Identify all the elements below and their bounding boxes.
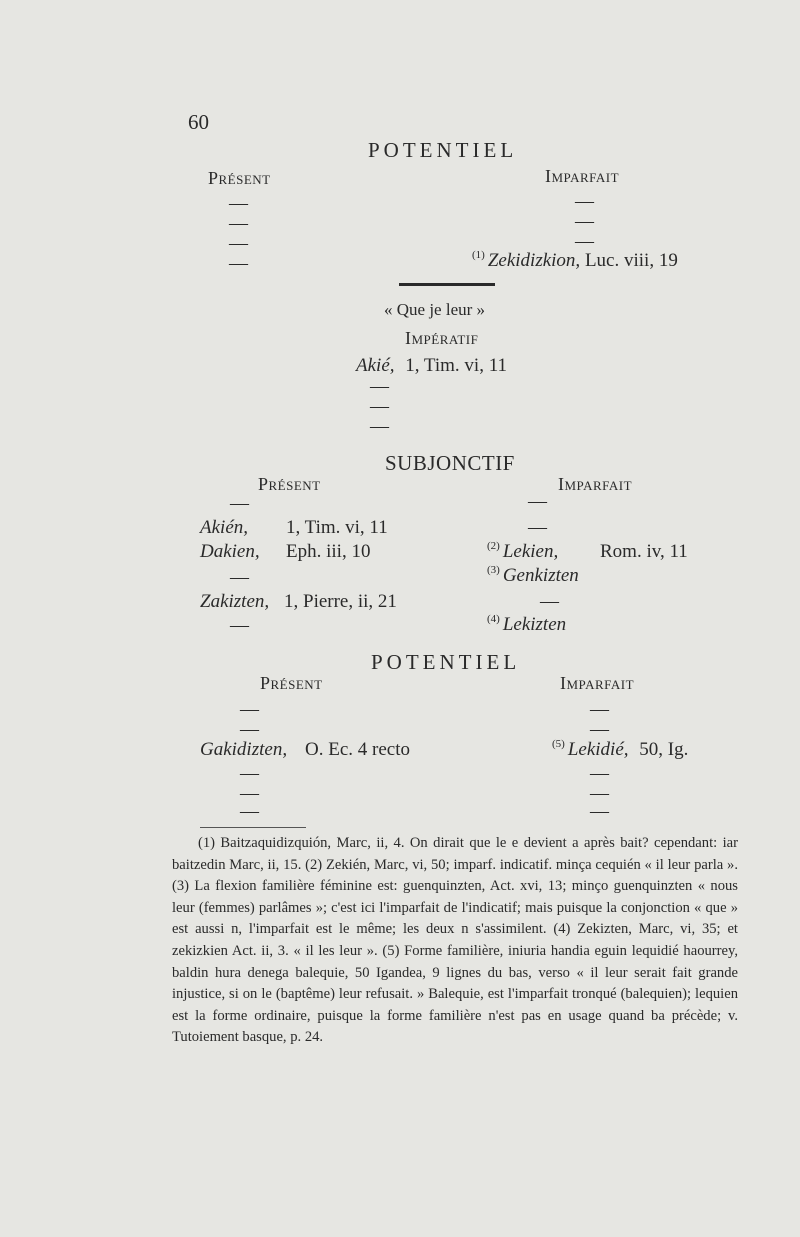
dash: —: [370, 376, 389, 397]
dash: —: [240, 699, 259, 720]
dash: —: [590, 699, 609, 720]
footnote-mark: (2): [487, 540, 500, 552]
imparfait-entry: [487, 614, 566, 636]
verb-form: Gakidizten,: [200, 739, 288, 760]
dash: —: [370, 396, 389, 417]
dash: —: [229, 253, 248, 274]
imperatif-entry: [356, 355, 507, 377]
verb-form: Akién,: [200, 517, 249, 538]
dash: —: [575, 231, 594, 252]
present-label: Présent: [260, 673, 323, 693]
verb-form: Akié,: [356, 355, 395, 376]
present-label: Présent: [208, 168, 271, 188]
verb-form: Dakien,: [200, 541, 260, 562]
footnote-mark: (1): [472, 249, 485, 261]
footnote-mark: (4): [487, 613, 500, 625]
verb-form: Zakizten,: [200, 591, 270, 612]
reference: 50, Ig.: [639, 739, 689, 760]
present-label: Présent: [258, 474, 321, 494]
dash: —: [229, 233, 248, 254]
dash: —: [240, 763, 259, 784]
dash: —: [229, 213, 248, 234]
imparfait-label: Imparfait: [545, 166, 620, 186]
dash: —: [590, 783, 609, 804]
dash: —: [370, 416, 389, 437]
footnote-text: (1) Baitzaquidizquión, Marc, ii, 4. On dirait que le e devient a après bait? cependant: iar baitzedin Marc, ii, 15. (2) Zekién, Marc, vi, 50; imparf. indicatif. minça cequién « il leur parla ». (3) La flexion familière féminine est: guenquinzten, Act. xvi, 13; minço guenquinzten « nous leur (femmes) parlâmes »; c'est ici l'imparfait de l'indicatif; mais puisque la conjonction « que » est aussi n, l'imparfait est le même; les deux n s'assimilent. (4) Zekizten, Marc, vi, 35; et zekizkien Act. ii, 3. « il les leur ». (5) Forme familière, iniuria handia eguin lequidié haourrey, baldin hura denega balequie, 50 Igandea, 9 lignes du bas, verso « il leur serait fait grande injustice, si on le (baptême) leur refusait. » Balequie, est l'imparfait tronqué (balequien); lequien est la forme ordinaire, puisque la forme familière n'est pas en usage quand ba précède; v. Tutoiement basque, p. 24.: [172, 835, 738, 1046]
section-title-subjonctif: SUBJONCTIF: [385, 451, 515, 475]
verb-form: Genkizten: [502, 565, 579, 586]
footnote-mark: (3): [487, 564, 500, 576]
section-title-potentiel: POTENTIEL: [368, 138, 518, 162]
dash: —: [230, 493, 249, 514]
verb-form: Zekidizkion,: [487, 250, 581, 271]
dash: —: [230, 615, 249, 636]
dash: —: [240, 801, 259, 822]
footnote-divider: [200, 827, 306, 828]
dash: —: [590, 801, 609, 822]
dash: —: [575, 191, 594, 212]
imperatif-label: Impératif: [405, 328, 479, 348]
imparfait-entry: [487, 541, 558, 563]
reference: 1, Pierre, ii, 21: [284, 591, 397, 612]
dash: —: [230, 567, 249, 588]
dash: —: [528, 491, 547, 512]
reference: 1, Tim. vi, 11: [405, 355, 507, 376]
reference: Eph. iii, 10: [286, 541, 371, 562]
imparfait-entry: [472, 250, 678, 272]
dash: —: [240, 719, 259, 740]
verb-form: Lekidié,: [567, 739, 629, 760]
section-title-potentiel: POTENTIEL: [371, 650, 521, 674]
dash: —: [240, 783, 259, 804]
reference: O. Ec. 4 recto: [305, 739, 410, 760]
verb-form: Lekizten: [502, 614, 567, 635]
imparfait-label: Imparfait: [560, 673, 635, 693]
dash: —: [590, 719, 609, 740]
footnotes: [172, 833, 738, 1049]
reference: 1, Tim. vi, 11: [286, 517, 388, 538]
dash: —: [229, 193, 248, 214]
dash: —: [575, 211, 594, 232]
caption-que-je-leur: « Que je leur »: [384, 300, 486, 319]
section-divider: [399, 283, 495, 286]
page-number: 60: [188, 110, 209, 134]
imparfait-entry: [552, 739, 688, 761]
imparfait-label: Imparfait: [558, 474, 633, 494]
reference: Rom. iv, 11: [600, 541, 688, 562]
footnote-mark: (5): [552, 738, 565, 750]
dash: —: [540, 591, 559, 612]
imparfait-entry: [487, 565, 579, 587]
verb-form: Lekien,: [502, 541, 559, 562]
dash: —: [528, 517, 547, 538]
dash: —: [590, 763, 609, 784]
reference: Luc. viii, 19: [584, 250, 678, 271]
